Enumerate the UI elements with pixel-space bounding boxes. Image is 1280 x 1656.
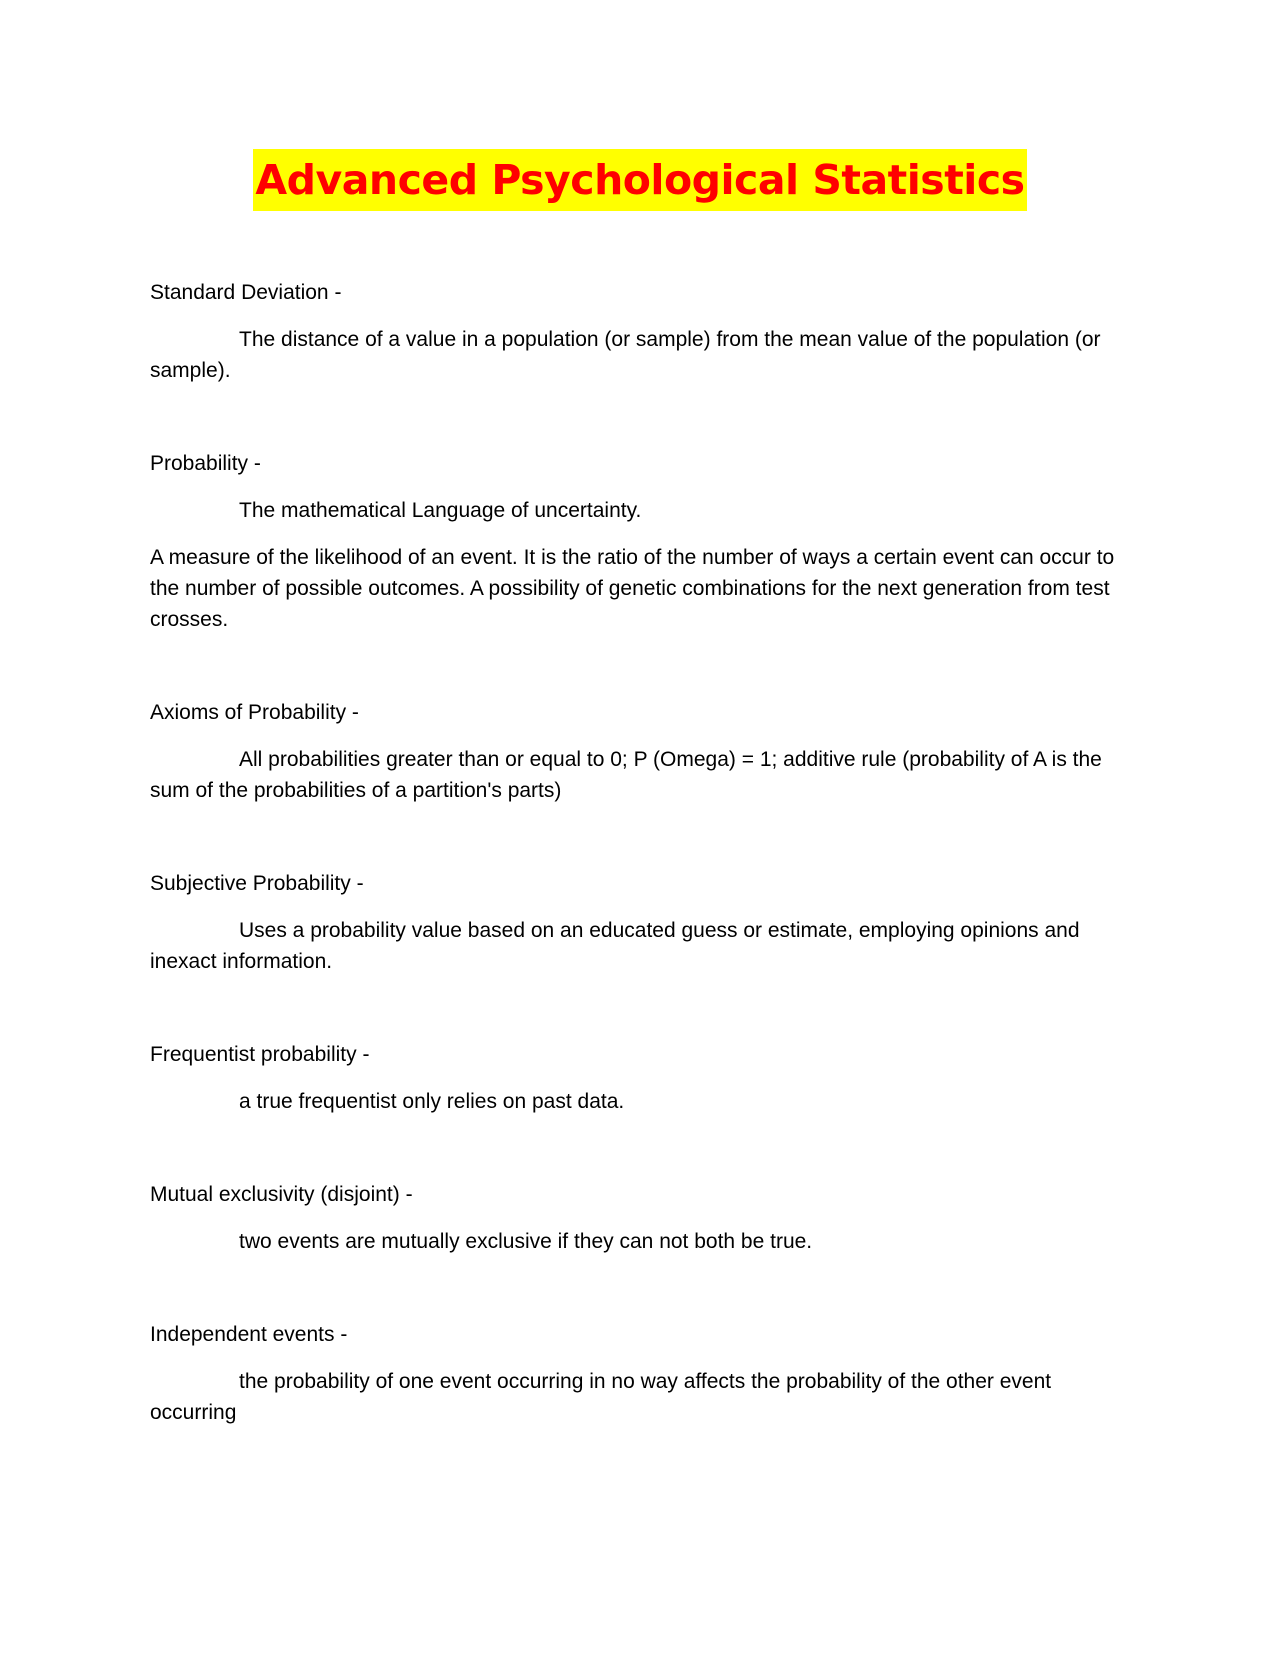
term-axioms-of-probability: Axioms of Probability - <box>150 701 359 724</box>
entry-frequentist-probability <box>150 1039 1120 1117</box>
term-frequentist-probability: Frequentist probability - <box>150 1043 370 1066</box>
definition-probability-extra: A measure of the likelihood of an event. It is the ratio of the number of ways a certain event can occur to the number of possible outcomes. A possibility of genetic combinations for the next generation from test crosses. <box>150 546 1115 631</box>
entry-mutual-exclusivity <box>150 1179 1120 1257</box>
document-body <box>150 277 1120 1490</box>
document-title: Advanced Psychological Statistics <box>253 149 1026 211</box>
entry-axioms-of-probability <box>150 697 1120 806</box>
definition-independent-events: the probability of one event occurring in no way affects the probability of the other event occurring <box>150 1370 1052 1424</box>
definition-probability: The mathematical Language of uncertainty. <box>239 499 642 522</box>
definition-frequentist-probability: a true frequentist only relies on past data. <box>239 1090 625 1113</box>
title-container <box>0 149 1280 211</box>
entry-independent-events <box>150 1319 1120 1428</box>
entry-subjective-probability <box>150 868 1120 977</box>
term-subjective-probability: Subjective Probability - <box>150 872 364 895</box>
definition-standard-deviation: The distance of a value in a population (or sample) from the mean value of the population (or sample). <box>150 328 1101 382</box>
term-standard-deviation: Standard Deviation - <box>150 281 342 304</box>
definition-axioms-of-probability: All probabilities greater than or equal to 0; P (Omega) = 1; additive rule (probability of A is the sum of the probabilities of a partition's parts) <box>150 748 1102 802</box>
entry-probability <box>150 448 1120 635</box>
term-probability: Probability - <box>150 452 261 475</box>
entry-standard-deviation <box>150 277 1120 386</box>
term-independent-events: Independent events - <box>150 1323 348 1346</box>
term-mutual-exclusivity: Mutual exclusivity (disjoint) - <box>150 1183 413 1206</box>
definition-subjective-probability: Uses a probability value based on an educated guess or estimate, employing opinions and inexact information. <box>150 919 1080 973</box>
definition-mutual-exclusivity: two events are mutually exclusive if they can not both be true. <box>239 1230 813 1253</box>
